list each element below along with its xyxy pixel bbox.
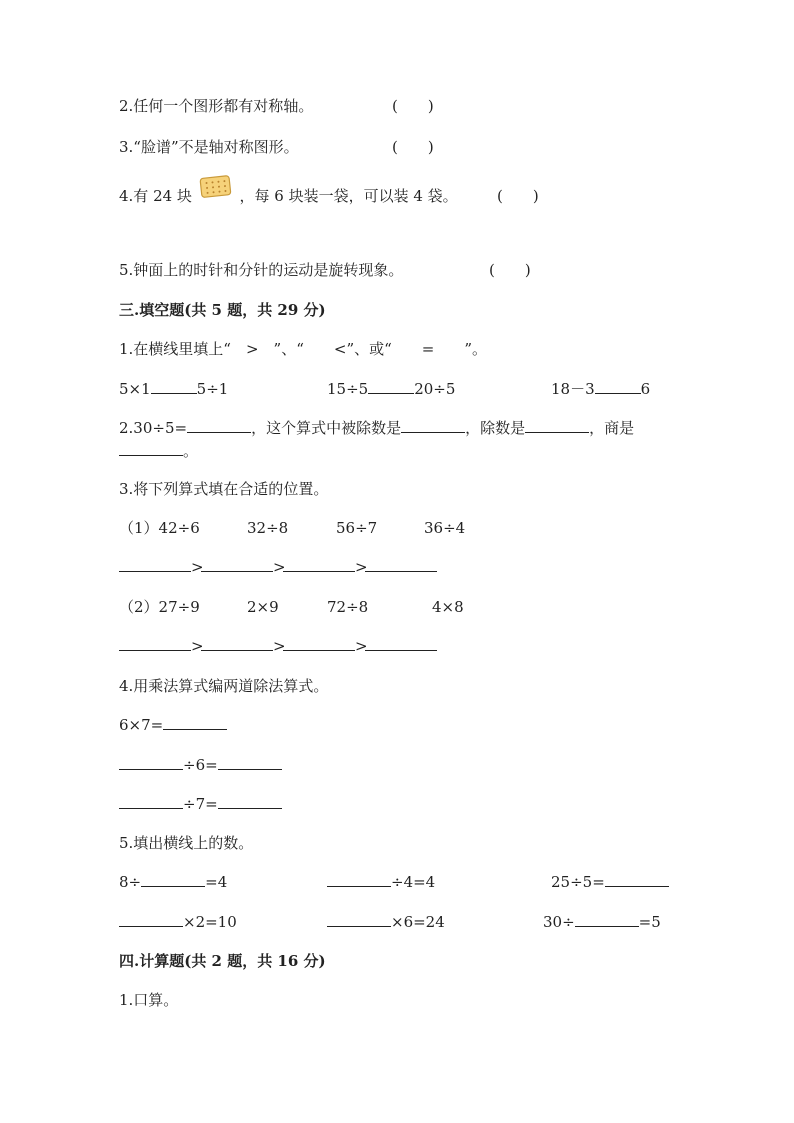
answer-parens[interactable]: ( ): [497, 187, 539, 205]
expression: （1）42÷6: [119, 519, 200, 537]
answer-blank[interactable]: [141, 872, 205, 887]
answer-blank[interactable]: [525, 418, 589, 433]
expression: =4: [205, 873, 228, 891]
answer-blank[interactable]: [327, 912, 391, 927]
answer-blank[interactable]: [119, 755, 183, 770]
answer-blank[interactable]: [605, 872, 669, 887]
question-text: ，商是: [589, 419, 635, 437]
expression: （2）27÷9: [119, 598, 200, 616]
question-text: 。: [183, 442, 199, 460]
fill-q5-prompt: 5.填出横线上的数。: [119, 834, 254, 852]
answer-blank[interactable]: [365, 557, 437, 572]
question-text: ，每 6 块装一袋，可以装 4 袋。: [239, 187, 458, 205]
expression: 15÷5: [327, 380, 369, 398]
greater-than-sign: >: [191, 558, 204, 576]
answer-parens[interactable]: ( ): [489, 261, 531, 279]
question-text: 2.任何一个图形都有对称轴。: [119, 97, 314, 115]
answer-blank[interactable]: [575, 912, 639, 927]
answer-blank[interactable]: [595, 379, 641, 394]
calc-q1: 1.口算。: [119, 991, 179, 1009]
greater-than-sign: >: [273, 558, 286, 576]
fill-q5-r2b: [327, 912, 445, 932]
fill-q5-r2c: [543, 912, 661, 932]
order-row-1: [119, 557, 437, 577]
answer-blank[interactable]: [119, 441, 183, 456]
answer-blank[interactable]: [151, 379, 197, 394]
answer-blank[interactable]: [201, 557, 273, 572]
answer-blank[interactable]: [119, 636, 191, 651]
expression: ÷4=4: [391, 873, 436, 891]
fill-q2: [119, 418, 634, 438]
div-equation-1: [119, 755, 282, 775]
judge-q3: [119, 137, 299, 157]
answer-blank[interactable]: [119, 557, 191, 572]
fill-q3-prompt: 3.将下列算式填在合适的位置。: [119, 480, 329, 498]
section-title: 三.填空题(共 5 题，共 29 分): [119, 301, 326, 319]
judge-q5: [119, 260, 403, 280]
greater-than-sign: >: [191, 637, 204, 655]
answer-blank[interactable]: [119, 912, 183, 927]
div-equation-2: [119, 794, 282, 814]
compare-item: [551, 379, 650, 399]
expression: 6×7=: [119, 716, 164, 734]
answer-blank[interactable]: [283, 636, 355, 651]
answer-blank[interactable]: [218, 755, 282, 770]
judge-q2: [119, 96, 313, 116]
answer-blank[interactable]: [365, 636, 437, 651]
expression: 4×8: [432, 598, 464, 616]
expression: 18－3: [551, 380, 595, 398]
answer-blank[interactable]: [327, 872, 391, 887]
question-text: 4.有 24 块: [119, 187, 192, 205]
expression: 32÷8: [247, 519, 289, 537]
answer-blank[interactable]: [119, 794, 183, 809]
answer-parens[interactable]: ( ): [392, 97, 434, 115]
greater-than-sign: >: [355, 558, 368, 576]
fill-q2-cont: [119, 441, 198, 461]
fill-q5-r1a: [119, 872, 227, 892]
question-text: 5.钟面上的时针和分针的运动是旋转现象。: [119, 261, 404, 279]
expression: =5: [638, 913, 661, 931]
expr-group-2: [119, 597, 200, 617]
fill-q1-prompt: 1.在横线里填上“ > ”、“ <”、或“ = ”。: [119, 340, 488, 358]
fill-q5-r2a: [119, 912, 237, 932]
question-text: ，除数是: [465, 419, 526, 437]
judge-q4: [119, 186, 458, 206]
fill-q5-r1b: [327, 872, 435, 892]
answer-blank[interactable]: [218, 794, 282, 809]
expression: ÷7=: [183, 795, 218, 813]
answer-blank[interactable]: [201, 636, 273, 651]
mult-equation: [119, 715, 227, 735]
expression: 30÷: [543, 913, 575, 931]
expression: 6: [640, 380, 651, 398]
expression: ×2=10: [183, 913, 237, 931]
expression: ×6=24: [391, 913, 445, 931]
fill-q5-r1c: [551, 872, 669, 892]
answer-blank[interactable]: [401, 418, 465, 433]
expression: 5×1: [119, 380, 151, 398]
expression: 2×9: [247, 598, 279, 616]
question-text: 3.“脸谱”不是轴对称图形。: [119, 138, 299, 156]
expression: 25÷5=: [551, 873, 605, 891]
compare-item: [119, 379, 228, 399]
expression: 20÷5: [414, 380, 456, 398]
answer-blank[interactable]: [187, 418, 251, 433]
expression: 72÷8: [327, 598, 369, 616]
fill-q4-prompt: 4.用乘法算式编两道除法算式。: [119, 677, 329, 695]
answer-blank[interactable]: [283, 557, 355, 572]
expression: ÷6=: [183, 756, 218, 774]
biscuit-icon: [199, 174, 233, 200]
answer-parens[interactable]: ( ): [392, 138, 434, 156]
expression: 8÷: [119, 873, 142, 891]
expr-group-1: [119, 518, 200, 538]
question-text: 2.30÷5=: [119, 419, 188, 437]
section-title: 四.计算题(共 2 题，共 16 分): [119, 952, 326, 970]
expression: 56÷7: [336, 519, 378, 537]
answer-blank[interactable]: [163, 715, 227, 730]
expression: 5÷1: [196, 380, 229, 398]
greater-than-sign: >: [273, 637, 286, 655]
answer-blank[interactable]: [368, 379, 414, 394]
order-row-2: [119, 636, 437, 656]
greater-than-sign: >: [355, 637, 368, 655]
question-text: ，这个算式中被除数是: [251, 419, 402, 437]
compare-item: [327, 379, 455, 399]
expression: 36÷4: [424, 519, 466, 537]
